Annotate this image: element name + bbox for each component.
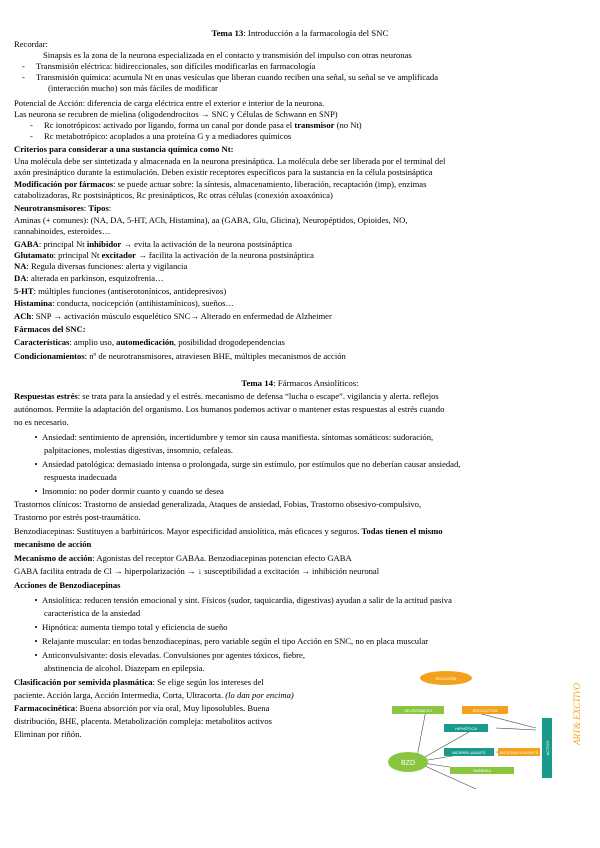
- transmision-electrica: - Transmisión eléctrica: bidireccionales, son difíciles modificarlas en farmacología: [22, 61, 316, 71]
- respuestas-estres-2: autónomos. Permite la adaptación del organismo. Los humanos podemos activar o mantener estas respuestas al estrés cuando: [14, 404, 445, 414]
- tema14-title: [0, 378, 600, 389]
- node-miorrelajante-label: MIORRELAJANTE: [452, 750, 486, 755]
- ansiolitica-cont: característica de la ansiedad: [44, 608, 141, 618]
- node-hipnotica-label: HIPNÓTICA: [455, 726, 477, 731]
- trastornos-clinicos: Trastornos clínicos: Trastorno de ansiedad generalizada, Ataques de ansiedad, Fobias, Trastorno obsesivo-compulsivo,: [14, 499, 422, 509]
- recordar-label: Recordar:: [14, 39, 48, 49]
- aminas-cont: cannabinoides, esteroides…: [14, 226, 111, 236]
- respuestas-estres-3: no es necesario.: [14, 417, 69, 427]
- trastornos-clinicos-cont: Trastorno por estrés post-traumático.: [14, 512, 141, 522]
- node-amnesia-label: AMNESIA: [472, 768, 492, 773]
- potencial-accion: Potencial de Acción: diferencia de carga eléctrica entre el exterior e interior de la neurona.: [14, 98, 325, 108]
- benzodiacepinas-cont: mecanismo de acción: [14, 539, 92, 549]
- neurotransmisores-heading: Neurotransmisores: Tipos:: [14, 203, 112, 213]
- anticonvulsivante-cont: abstinencia de alcohol. Diazepam en epilepsia.: [44, 663, 205, 673]
- criterios-heading: Criterios para considerar a una sustancia química como Nt:: [14, 144, 234, 154]
- node-neuronales-label: NEURONALES: [404, 708, 432, 713]
- node-ansiolitica-label: ANSIOLÍTICA: [472, 708, 498, 713]
- benzodiacepinas-line: Benzodiacepinas: Sustituyen a barbitúricos. Mayor especificidad ansiolítica, más eficaces y seguros. Todas tienen el mismo: [14, 526, 443, 536]
- mecanismo-accion: Mecanismo de acción: Agonistas del receptor GABAa. Benzodiacepinas potencian efecto GABA: [14, 553, 352, 563]
- criterios-line1: Una molécula debe ser sintetizada y almacenada en la neurona presináptica. La molécula debe ser liberada por el terminal del: [14, 156, 446, 166]
- side-vertical-label: [568, 664, 588, 764]
- node-anticonvulsivante-label: ANTICONVULSIVANTE: [499, 751, 539, 755]
- clasificacion-cont: paciente. Acción larga, Acción Intermedia, Corta, Ultracorta. (lo dan por encima): [14, 690, 294, 700]
- ansiedad-patologica-cont: respuesta inadecuada: [44, 472, 117, 482]
- condicionamientos-line: Condicionamientos: nº de neurotransmisores, atraviesen BHE, múltiples mecanismos de acción: [14, 351, 346, 361]
- node-sedacion-label: SEDACIÓN: [435, 676, 457, 681]
- na-line: NA: Regula diversas funciones: alerta y vigilancia: [14, 261, 188, 271]
- side-vertical-text: ART& EXCTIVO: [572, 683, 582, 745]
- modificacion-farmacos: Modificación por fármacos: se puede actuar sobre: la síntesis, almacenamiento, liberación, recaptación (imp), enzimas: [14, 179, 427, 189]
- da-line: DA: alterada en parkinson, esquizofrenia…: [14, 273, 164, 283]
- insomnio-item: • Insomnio: no poder dormir cuanto y cuando se desea: [34, 486, 224, 496]
- modificacion-cont: catabolizadoras, Rc postsinápticos, Rc presinápticos, Rc otras células (conexión axoaxónica): [14, 190, 333, 200]
- gaba-cl-line: GABA facilita entrada de Cl → hiperpolarización → ↓ susceptibilidad a excitación → inhibición neuronal: [14, 566, 380, 576]
- ansiedad-cont: palpitaciones, molestias digestivas, insomnio, cefaleas.: [44, 445, 234, 455]
- bzd-center-label: BZD: [401, 760, 415, 767]
- tema13-title: [0, 28, 600, 39]
- aminas-line: Aminas (+ comunes): (NA, DA, 5-HT, ACh, Histamina), aa (GABA, Glu, Glicina), Neuropéptidos, Opioides, NO,: [14, 215, 408, 225]
- hipnotica-item: • Hipnótica: aumenta tiempo total y eficiencia de sueño: [34, 622, 228, 632]
- tema13-title-text: : Introducción a la farmacología del SNC: [243, 28, 389, 38]
- node-activo-label: ACTIVO: [545, 740, 550, 756]
- rc-ionotropicos: - Rc ionotrópicos: activado por ligando, forma un canal por donde pasa el transmisor (no Nt): [30, 120, 362, 130]
- ach-line: ACh: SNP → activación músculo esquelético SNC→ Alterado en enfermedad de Alzheimer: [14, 311, 332, 321]
- tema14-title-number: Tema 14: [241, 378, 274, 388]
- caracteristicas-line: Características: amplio uso, automedicación, posibilidad drogodependencias: [14, 337, 285, 347]
- 5ht-line: 5-HT: múltiples funciones (antiserotonínicos, antidepresivos): [14, 286, 227, 296]
- gaba-line: GABA: principal Nt inhibidor → evita la activación de la neurona postsináptica: [14, 239, 293, 249]
- clasificacion-line: Clasificación por semivida plasmática: Se elige según los intereses del: [14, 677, 264, 687]
- ansiedad-item: • Ansiedad: sentimiento de aprensión, incertidumbre y temor sin causa manifiesta. síntomas somáticos: sudoración,: [34, 432, 434, 442]
- eliminacion-line: Eliminan por riñón.: [14, 729, 82, 739]
- glutamato-line: Glutamato: principal Nt excitador → facilita la activación de la neurona postsináptica: [14, 250, 314, 260]
- histamina-line: Histamina: conducta, nocicepción (antihistamínicos), sueños…: [14, 298, 235, 308]
- sinapsis-line: Sinapsis es la zona de la neurona especializada en el contacto y transmisión del impulso con otras neuronas: [43, 50, 412, 60]
- relajante-item: • Relajante muscular: en todas benzodiacepinas, pero variable según el tipo Acción en SNC, no en placa muscular: [34, 636, 429, 646]
- transmision-quimica: - Transmisión química: acumula Nt en unas vesículas que liberan cuando reciben una señal, su señal se ve amplificada: [22, 72, 439, 82]
- ansiolitica-item: • Ansiolítica: reducen tensión emocional y sint. Físicos (sudor, taquicardia, digestivas) ayudan a salir de la actitud pasiva: [34, 595, 452, 605]
- tema14-title-text: : Fármacos Ansiolíticos:: [273, 378, 359, 388]
- tema13-title-number: Tema 13: [211, 28, 244, 38]
- anticonvulsivante-item: • Anticonvulsivante: dosis elevadas. Convulsiones por agentes tóxicos, fiebre,: [34, 650, 306, 660]
- rc-metabotropico: - Rc metabotrópico: acoplados a una proteína G y a mediadores químicos: [30, 131, 292, 141]
- mielina-line: Las neurona se recubren de mielina (oligodendrocitos → SNC y Células de Schwann en SNP): [14, 109, 338, 119]
- bzd-mindmap-diagram: [386, 670, 578, 798]
- transmision-quimica-cont: (interacción mucho) son más fáciles de modificar: [48, 83, 218, 93]
- acciones-heading: Acciones de Benzodiacepinas: [14, 580, 121, 590]
- farmacocinetica-line: Farmacocinética: Buena absorción por vía oral, Muy liposolubles. Buena: [14, 703, 270, 713]
- farmacocinetica-cont: distribución, BHE, placenta. Metabolización compleja: metabolitos activos: [14, 716, 272, 726]
- farmacos-snc-heading: Fármacos del SNC:: [14, 324, 86, 334]
- respuestas-estres: Respuestas estrés: se trata para la ansiedad y el estrés. mecanismo de defensa “lucha o escape”. vigilancia y alerta. reflejos: [14, 391, 439, 401]
- criterios-line2: axón presináptico durante la estimulación. Deben existir receptores específicos para la sustancia en la célula postsináptica: [14, 167, 433, 177]
- ansiedad-patologica-item: • Ansiedad patológica: demasiado intensa o prolongada, surge sin estímulo, por estímulos que no deberían causar ansiedad,: [34, 459, 461, 469]
